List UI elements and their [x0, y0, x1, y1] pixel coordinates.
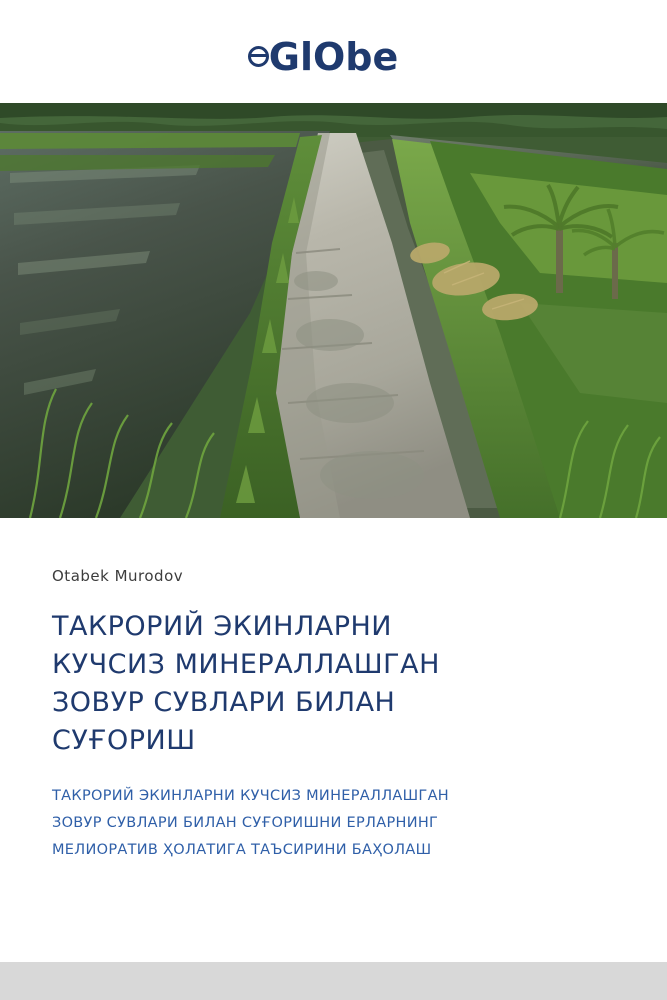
- subtitle-line-2: ЗОВУР СУВЛАРИ БИЛАН СУҒОРИШНИ ЕРЛАРНИНГ: [52, 815, 439, 831]
- cover-bottom-bar: [0, 962, 667, 1000]
- title-line-1: ТАКРОРИЙ ЭКИНЛАРНИ: [52, 611, 393, 642]
- title-line-3: ЗОВУР СУВЛАРИ БИЛАН: [52, 687, 396, 718]
- cover-text-block: [0, 518, 667, 1000]
- publisher-name: GlObe: [268, 35, 399, 79]
- page-subtitle: [52, 783, 612, 864]
- title-line-4: СУҒОРИШ: [52, 725, 196, 756]
- publisher-logo-area: [0, 0, 667, 103]
- cover-photo-illustration: [0, 103, 667, 518]
- page-title: [52, 608, 622, 760]
- title-line-2: КУЧСИЗ МИНЕРАЛЛАШГАН: [52, 649, 440, 680]
- author-name: Otabek Murodov: [52, 567, 184, 585]
- subtitle-line-1: ТАКРОРИЙ ЭКИНЛАРНИ КУЧСИЗ МИНЕРАЛЛАШГАН: [52, 788, 449, 804]
- globe-equator-icon: [250, 54, 267, 57]
- cover-photo: [0, 103, 667, 518]
- subtitle-line-3: МЕЛИОРАТИВ ҲОЛАТИГА ТАЪСИРИНИ БАҲОЛАШ: [52, 842, 432, 858]
- publisher-logo: [214, 35, 454, 79]
